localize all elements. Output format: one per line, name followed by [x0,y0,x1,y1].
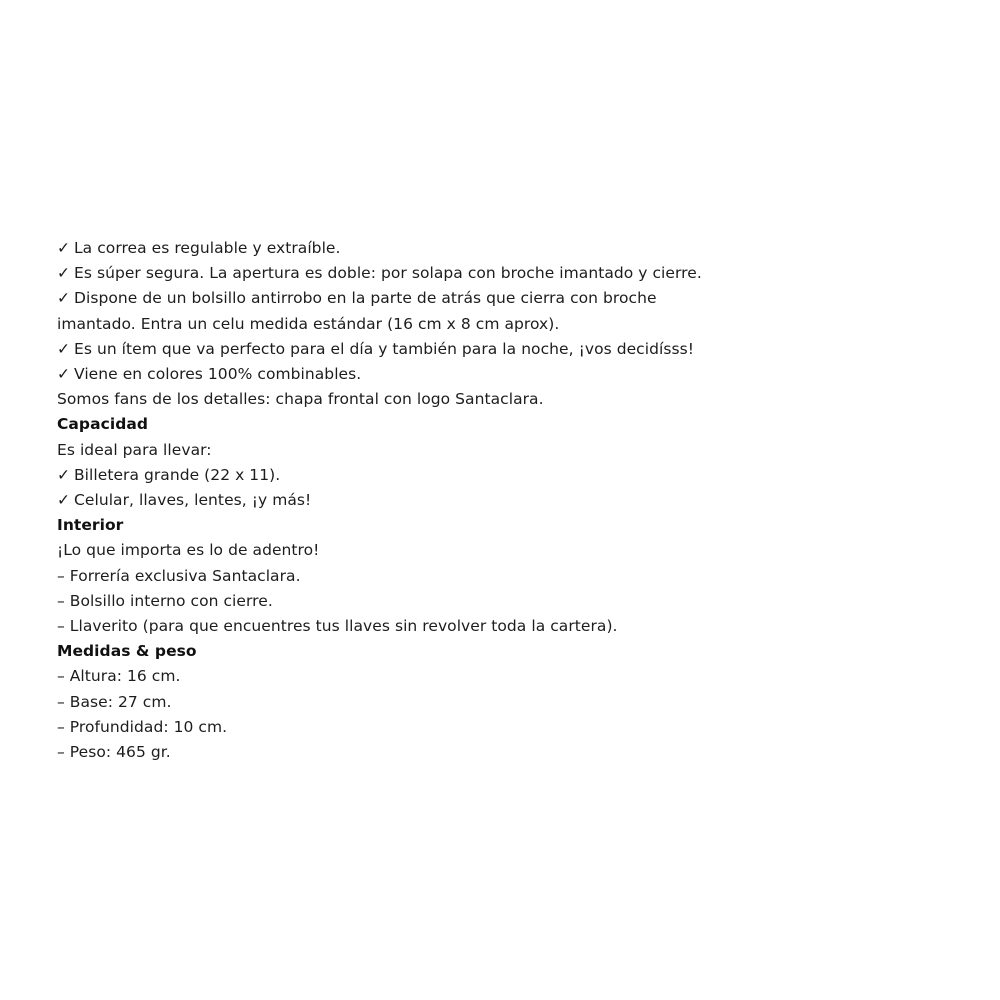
checkmark-icon: ✓ [57,365,71,384]
feature-item [57,286,977,311]
feature-item [57,261,977,286]
interior-item: – Bolsillo interno con cierre. [57,591,273,610]
interior-heading: Interior [57,516,124,535]
details-note: Somos fans de los detalles: chapa frontal con logo Santaclara. [57,390,544,409]
feature-text: La correa es regulable y extraíble. [74,239,341,257]
capacity-item [57,463,977,488]
checkmark-icon: ✓ [57,239,71,257]
capacity-text: Billetera grande (22 x 11). [74,465,281,484]
feature-text: Viene en colores 100% combinables. [74,365,362,384]
checkmark-icon: ✓ [57,264,71,283]
product-description [57,236,977,765]
feature-text: Es súper segura. La apertura es doble: por solapa con broche imantado y cierre. [74,264,702,283]
measurement-item: – Profundidad: 10 cm. [57,717,228,736]
measurement-item: – Peso: 465 gr. [57,743,171,762]
measurement-item: – Altura: 16 cm. [57,667,181,686]
interior-item: – Llaverito (para que encuentres tus llaves sin revolver toda la cartera). [57,617,618,636]
feature-text: Es un ítem que va perfecto para el día y también para la noche, ¡vos decidísss! [74,339,694,358]
checkmark-icon: ✓ [57,339,71,358]
capacity-heading: Capacidad [57,415,148,434]
interior-intro: ¡Lo que importa es lo de adentro! [57,541,320,560]
feature-item [57,236,977,261]
capacity-text: Celular, llaves, lentes, ¡y más! [74,491,312,510]
feature-item [57,362,977,387]
checkmark-icon: ✓ [57,491,71,510]
measurement-item: – Base: 27 cm. [57,692,172,711]
checkmark-icon: ✓ [57,465,71,484]
checkmark-icon: ✓ [57,289,71,308]
measurements-heading: Medidas & peso [57,642,197,661]
capacity-intro: Es ideal para llevar: [57,440,212,459]
feature-text: Dispone de un bolsillo antirrobo en la parte de atrás que cierra con broche [74,289,657,308]
feature-item [57,337,977,362]
interior-item: – Forrería exclusiva Santaclara. [57,566,301,585]
feature-continuation: imantado. Entra un celu medida estándar (16 cm x 8 cm aprox). [57,314,560,333]
capacity-item [57,488,977,513]
